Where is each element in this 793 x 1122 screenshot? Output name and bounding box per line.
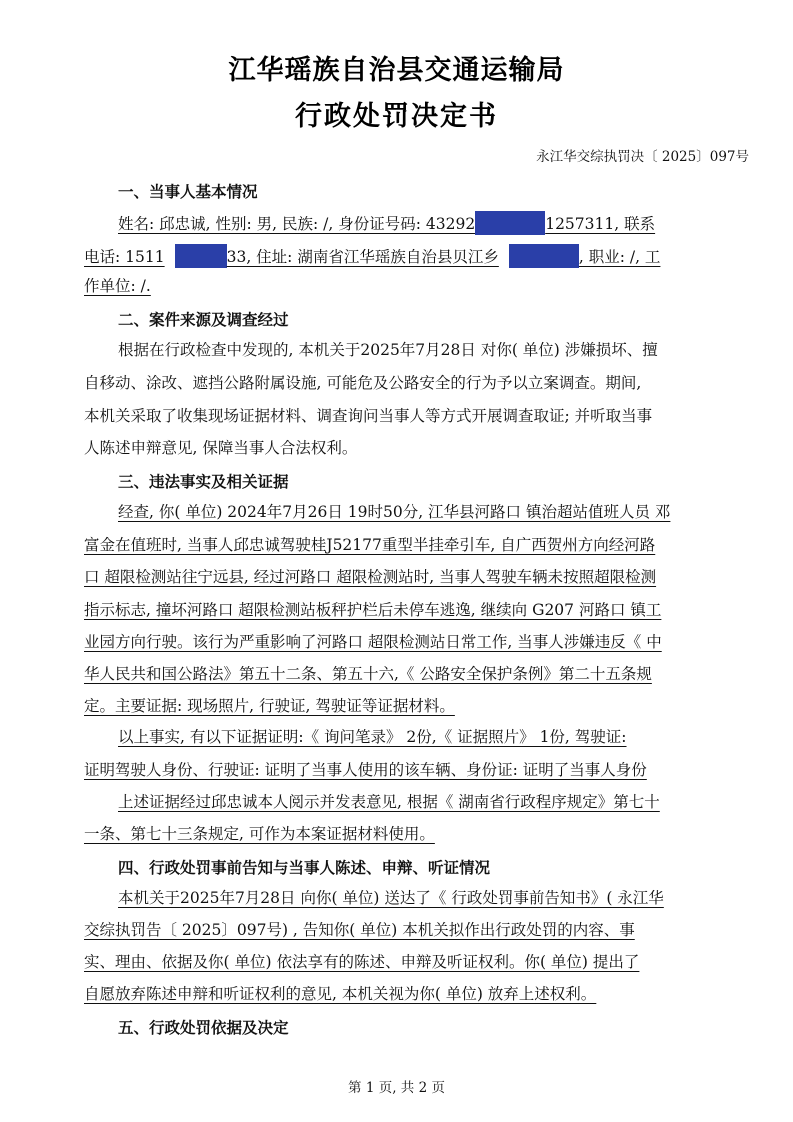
text-line — [118, 211, 750, 235]
document-title: 行政处罚决定书 — [295, 101, 498, 132]
issuer-title: 江华瑶族自治县交通运输局 — [228, 55, 565, 86]
redaction-block — [475, 211, 545, 235]
section-heading: 四、行政处罚事前告知与当事人陈述、申辩、听证情况 — [118, 859, 491, 877]
text-line: 自愿放弃陈述申辩和听证权利的意见, 本机关视为你( 单位) 放弃上述权利。 — [84, 985, 597, 1003]
section-heading: 一、当事人基本情况 — [118, 183, 258, 201]
text-line: 富金在值班时, 当事人邱忠诚驾驶桂J52177重型半挂牵引车, 自广西贺州方向经河路 — [84, 536, 656, 554]
redaction-block — [509, 244, 579, 268]
text-line: 业园方向行驶。该行为严重影响了河路口 超限检测站日常工作, 当事人涉嫌违反《 中 — [84, 633, 662, 651]
text-line: 交综执罚告〔 2025〕097号) , 告知你( 单位) 本机关拟作出行政处罚的内容、事 — [84, 921, 635, 939]
section-heading: 二、案件来源及调查经过 — [118, 311, 289, 329]
text-span: , 职业: /, 工 — [578, 248, 661, 266]
text-line: 以上事实, 有以下证据证明:《 询问笔录》 2份,《 证据照片》 1份, 驾驶证: — [118, 728, 627, 746]
section-heading: 三、违法事实及相关证据 — [118, 473, 289, 491]
document-number: 永江华交综执罚决〔 2025〕097号 — [536, 149, 749, 165]
section-heading: 五、行政处罚依据及决定 — [118, 1019, 289, 1037]
text-span: 作单位: /. — [84, 277, 151, 295]
text-line: 一条、第七十三条规定, 可作为本案证据材料使用。 — [84, 825, 435, 843]
text-line — [84, 276, 750, 296]
text-line: 经查, 你( 单位) 2024年7月26日 19时50分, 江华县河路口 镇治超站值班人员 邓 — [118, 503, 671, 521]
redaction-block — [175, 244, 227, 268]
text-line: 人陈述申辩意见, 保障当事人合法权利。 — [84, 439, 358, 457]
text-line: 口 超限检测站往宁远县, 经过河路口 超限检测站时, 当事人驾驶车辆未按照超限检测 — [84, 568, 657, 586]
text-span: 电话: 1511 — [84, 248, 165, 266]
text-line: 华人民共和国公路法》第五十二条、第五十六,《 公路安全保护条例》第二十五条规 — [84, 665, 652, 683]
text-line — [84, 244, 750, 268]
text-span: 1257311, 联系 — [545, 215, 656, 233]
text-line: 本机关于2025年7月28日 向你( 单位) 送达了《 行政处罚事前告知书》( 永江华 — [118, 889, 664, 907]
text-span: 姓名: 邱忠诚, 性别: 男, 民族: /, 身份证号码: 43292 — [118, 215, 476, 233]
text-line: 本机关采取了收集现场证据材料、调查询问当事人等方式开展调查取证; 并听取当事 — [84, 407, 653, 425]
text-line: 自移动、涂改、遮挡公路附属设施, 可能危及公路安全的行为予以立案调查。期间, — [84, 374, 642, 392]
text-span: 33, 住址: 湖南省江华瑶族自治县贝江乡 — [226, 248, 499, 266]
text-line: 定。主要证据: 现场照片, 行驶证, 驾驶证等证据材料。 — [84, 697, 455, 715]
text-line: 证明驾驶人身份、行驶证: 证明了当事人使用的该车辆、身份证: 证明了当事人身份 — [84, 761, 647, 779]
page-number: 第 1 页, 共 2 页 — [348, 1080, 445, 1096]
text-line: 指示标志, 撞坏河路口 超限检测站板秤护栏后未停车逃逸, 继续向 G207 河路口 镇工 — [84, 601, 662, 619]
text-line: 上述证据经过邱忠诚本人阅示并发表意见, 根据《 湖南省行政程序规定》第七十 — [118, 793, 660, 811]
text-line: 根据在行政检查中发现的, 本机关于2025年7月28日 对你( 单位) 涉嫌损坏、擅 — [118, 341, 658, 359]
text-line: 实、理由、依据及你( 单位) 依法享有的陈述、申辩及听证权利。你( 单位) 提出了 — [84, 953, 640, 971]
